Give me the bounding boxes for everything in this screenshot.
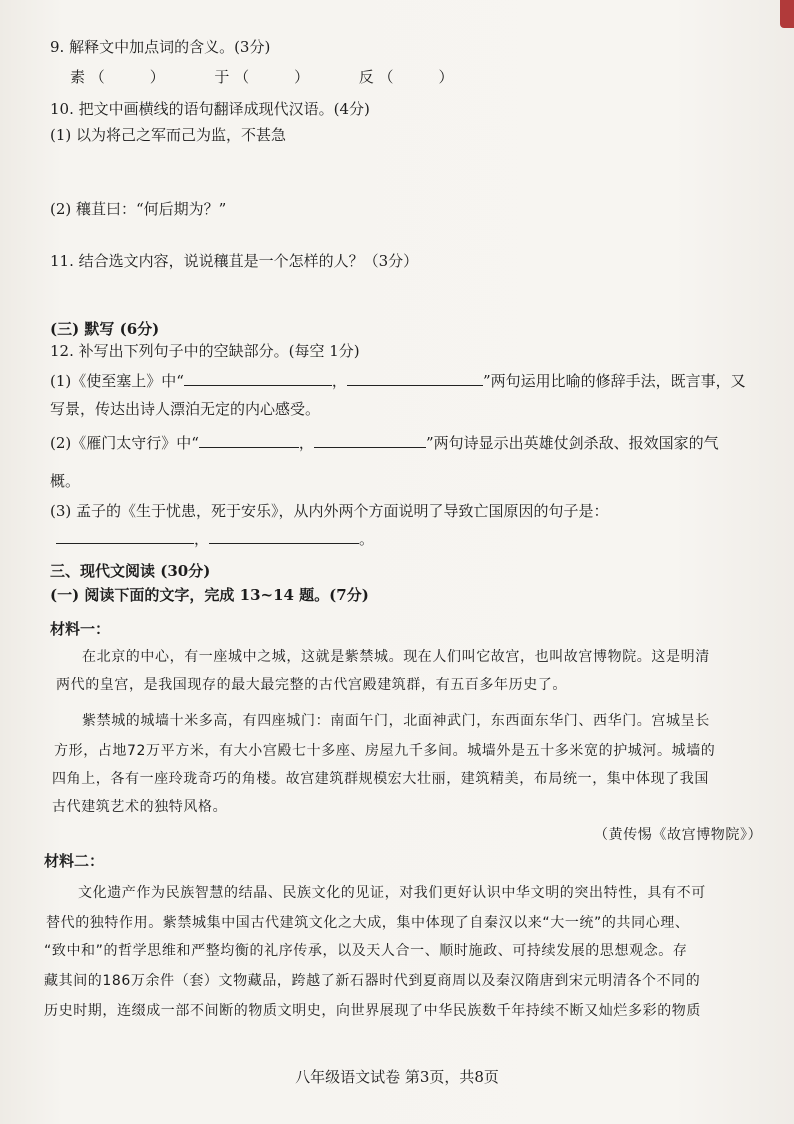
section-3-title: (三) 默写 (6分): [50, 320, 160, 338]
material-2-line: 历史时期，连缀成一部不间断的物质文明史，向世界展现了中华民族数千年持续不断又灿烂多彩的物质: [44, 1003, 701, 1019]
material-2-line: “致中和”的哲学思维和严整均衡的礼序传承，以及天人合一、顺时施政、可持续发展的思想观念。存: [44, 943, 688, 959]
q9-word-2: 于: [214, 68, 230, 86]
q12-blank-5[interactable]: [56, 529, 194, 544]
material-1-line: 紫禁城的城墙十米多高，有四座城门：南面午门，北面神武门，东西面东华门、西华门。宫城呈长: [82, 713, 710, 729]
q12-item-1: (1)《使至塞上》中“ ， ”两句运用比喻的修辞手法，既言事，又: [50, 372, 746, 390]
material-2-line: 文化遗产作为民族智慧的结晶、民族文化的见证，对我们更好认识中华文明的突出特性，具有不可: [78, 885, 706, 901]
q9-word-3: 反: [358, 68, 374, 86]
q12-item-2-continued: 概。: [50, 472, 81, 490]
q12-blank-6[interactable]: [209, 529, 359, 544]
material-1-line: 两代的皇宫，是我国现存的最大最完整的古代宫殿建筑群，有五百多年历史了。: [56, 677, 567, 693]
q9-answer-3[interactable]: （ ）: [378, 68, 454, 86]
question-12-title: 12. 补写出下列句子中的空缺部分。(每空 1分): [50, 342, 360, 360]
material-1-line: 方形，占地72万平方米，有大小宫殿七十多座、房屋九千多间。城墙外是五十多米宽的护城河。城墙的: [54, 743, 716, 759]
question-10-title: 10. 把文中画横线的语句翻译成现代汉语。(4分): [50, 100, 370, 118]
q12-item-3-answer: ， 。: [56, 528, 374, 550]
material-1-source: （黄传惕《故宫博物院》）: [594, 827, 763, 843]
q12-blank-2[interactable]: [347, 371, 483, 386]
question-10-sentence-1: (1) 以为将己之军而己为监，不甚急: [50, 126, 287, 144]
q12-blank-3[interactable]: [199, 433, 299, 448]
material-1-line: 古代建筑艺术的独特风格。: [52, 799, 228, 815]
material-2-line: 替代的独特作用。紫禁城集中国古代建筑文化之大成，集中体现了自秦汉以来“大一统”的共同心理、: [46, 915, 690, 931]
question-11-title: 11. 结合选文内容，说说穰苴是一个怎样的人？（3分）: [50, 252, 419, 270]
part-3-title: 三、现代文阅读 (30分): [50, 562, 211, 580]
question-9-blanks: [70, 66, 454, 88]
q9-answer-2[interactable]: （ ）: [234, 68, 310, 86]
q12-blank-4[interactable]: [314, 433, 426, 448]
material-1-label: 材料一：: [50, 620, 111, 638]
page-edge-mark: [780, 0, 794, 28]
q12-item-1-continued: 写景，传达出诗人漂泊无定的内心感受。: [50, 400, 321, 418]
q12-blank-1[interactable]: [184, 371, 332, 386]
part-3-subsection-1: (一) 阅读下面的文字，完成 13~14 题。(7分): [50, 586, 369, 604]
page-footer: 八年级语文试卷 第3页，共8页: [295, 1068, 499, 1086]
material-2-line: 藏其间的186万余件（套）文物藏品，跨越了新石器时代到夏商周以及秦汉隋唐到宋元明清各个不同的: [44, 973, 701, 989]
question-10-sentence-2: (2) 穰苴曰：“何后期为？”: [50, 200, 227, 218]
q12-item-3: (3) 孟子的《生于忧患，死于安乐》，从内外两个方面说明了导致亡国原因的句子是：: [50, 502, 609, 520]
q9-word-1: 素: [70, 68, 86, 86]
material-1-line: 四角上，各有一座玲珑奇巧的角楼。故宫建筑群规模宏大壮丽，建筑精美，布局统一，集中体现了我国: [52, 771, 709, 787]
q9-answer-1[interactable]: （ ）: [89, 68, 165, 86]
material-2-label: 材料二：: [44, 852, 105, 870]
q12-item-2: (2)《雁门太守行》中“ ， ”两句诗显示出英雄仗剑杀敌、报效国家的气: [50, 434, 719, 452]
material-1-line: 在北京的中心，有一座城中之城，这就是紫禁城。现在人们叫它故宫，也叫故宫博物院。这是明清: [82, 649, 710, 665]
question-9-title: 9. 解释文中加点词的含义。(3分): [50, 38, 271, 56]
